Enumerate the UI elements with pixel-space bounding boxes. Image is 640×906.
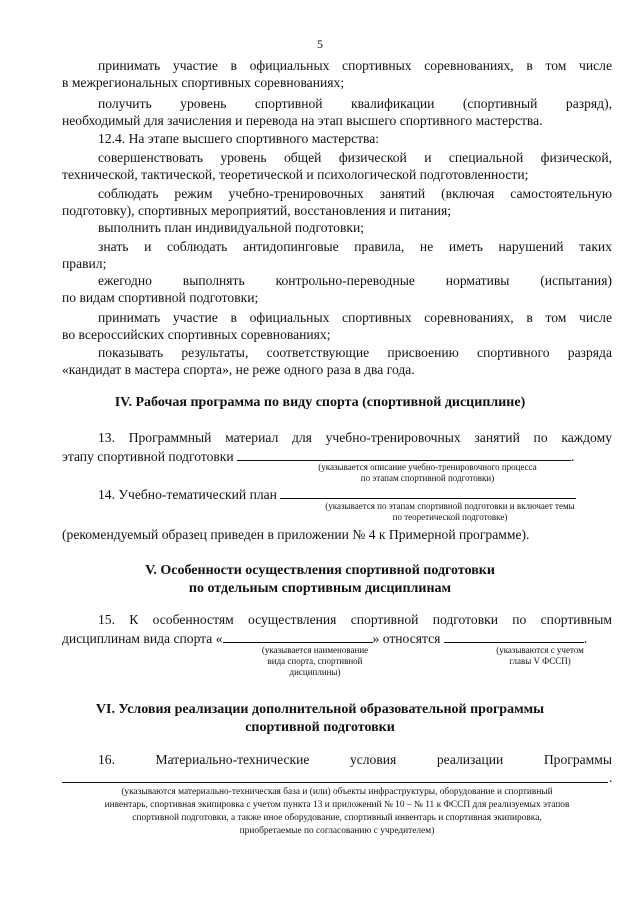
item-14-blank: [280, 486, 576, 499]
item-13-line1: 13. Программный материал для учебно-тренировочных занятий по каждому: [98, 430, 612, 445]
item-15-sport-blank: [223, 630, 373, 643]
item-13-note: [255, 462, 600, 484]
section-5-heading-line2: по отдельным спортивным дисциплинам: [188, 581, 452, 596]
para8-line2: во всероссийских спортивных соревнованиях;: [62, 327, 331, 342]
para2-line2: необходимый для зачисления и перевода на этап высшего спортивного мастерства.: [62, 113, 543, 128]
section-6-heading-line2: спортивной подготовки: [245, 720, 395, 735]
item-13-blank: [237, 448, 571, 461]
para8-line1: принимать участие в официальных спортивных соревнованиях, в том числе: [98, 310, 612, 325]
item-13-note-line1: (указывается описание учебно-тренировочного процесса: [318, 462, 537, 472]
para1-line2: в межрегиональных спортивных соревнованиях;: [62, 75, 345, 90]
item-15-text-start: дисциплинам вида спорта «: [62, 631, 223, 646]
item-13-text: этапу спортивной подготовки: [62, 449, 234, 464]
item-15-features-blank: [444, 630, 584, 643]
para9-line1: показывать результаты, соответствующие присвоению спортивного разряда: [98, 345, 612, 360]
item-15-note-sport: [240, 645, 390, 678]
para4-line1: соблюдать режим учебно-тренировочных занятий (включая самостоятельную: [98, 186, 612, 201]
item-16-note: [62, 786, 612, 838]
item-16-note-line1: (указываются материально-техническая база и (или) объекты инфраструктуры, оборудование и спортивный: [121, 787, 553, 797]
item-14-text: 14. Учебно-тематический план: [98, 487, 277, 502]
para3-line1: совершенствовать уровень общей физической и специальной физической,: [98, 150, 612, 165]
para6-line2: правил;: [62, 256, 107, 271]
item-15-note-sport-line1: (указывается наименование: [261, 645, 369, 655]
recommend-line: (рекомендуемый образец приведен в приложении № 4 к Примерной программе).: [62, 527, 530, 542]
item-15-line1: 15. К особенностям осуществления спортивной подготовки по спортивным: [98, 612, 612, 627]
para7-line2: по видам спортивной подготовки;: [62, 290, 259, 305]
item-16-blank: [62, 782, 608, 783]
para3-line2: технической, тактической, теоретической и психологической подготовленности;: [62, 167, 529, 182]
item-12-4: 12.4. На этапе высшего спортивного мастерства:: [98, 131, 380, 146]
item-16-note-line4: приобретаемые по согласованию с учредителем): [239, 826, 435, 836]
para5: выполнить план индивидуальной подготовки;: [98, 220, 365, 235]
item-13-period: .: [571, 449, 575, 464]
item-15-text-mid: » относятся: [372, 631, 441, 646]
para4-line2: подготовку), спортивных мероприятий, восстановления и питания;: [62, 203, 451, 218]
item-14-note: [290, 501, 610, 523]
para2-line1: получить уровень спортивной квалификации (спортивный разряд),: [98, 96, 612, 111]
item-15-note-fssp: [465, 645, 615, 667]
para7-line1: ежегодно выполнять контрольно-переводные нормативы (испытания): [98, 273, 612, 288]
item-15-note-fssp-line1: (указываются с учетом: [496, 645, 584, 655]
item-14-note-line2: по теоретической подготовке): [392, 512, 508, 522]
item-15-period: .: [583, 631, 588, 646]
item-16-line: 16. Материально-технические условия реализации Программы: [98, 752, 612, 767]
para6-line1: знать и соблюдать антидопинговые правила, не иметь нарушений таких: [98, 239, 612, 254]
section-6-heading-line1: VI. Условия реализации дополнительной образовательной программы: [95, 702, 545, 717]
para1-line1: принимать участие в официальных спортивных соревнованиях, в том числе: [98, 58, 612, 73]
section-4-heading: IV. Рабочая программа по виду спорта (спортивной дисциплине): [114, 395, 526, 410]
item-16-note-line2: инвентарь, спортивная экипировка с учетом пункта 13 и приложений № 10 – № 11 к ФССП для реализуемых этапов: [104, 800, 570, 810]
para9-line2: «кандидат в мастера спорта», не реже одного раза в два года.: [62, 362, 415, 377]
item-16-note-line3: спортивной подготовки, а также иное оборудование, спортивный инвентарь и спортивная экипировка,: [132, 813, 542, 823]
item-14-note-line1: (указывается по этапам спортивной подготовки и включает темы: [325, 501, 575, 511]
section-5-heading-line1: V. Особенности осуществления спортивной подготовки: [145, 563, 495, 578]
page-number: 5: [317, 37, 323, 51]
item-15-note-sport-line3: дисциплины): [289, 667, 341, 677]
item-15-note-fssp-line2: главы V ФССП): [509, 656, 571, 666]
item-13-note-line2: по этапам спортивной подготовки): [360, 473, 495, 483]
item-16-period: .: [609, 770, 613, 785]
item-15-note-sport-line2: вида спорта, спортивной: [267, 656, 363, 666]
